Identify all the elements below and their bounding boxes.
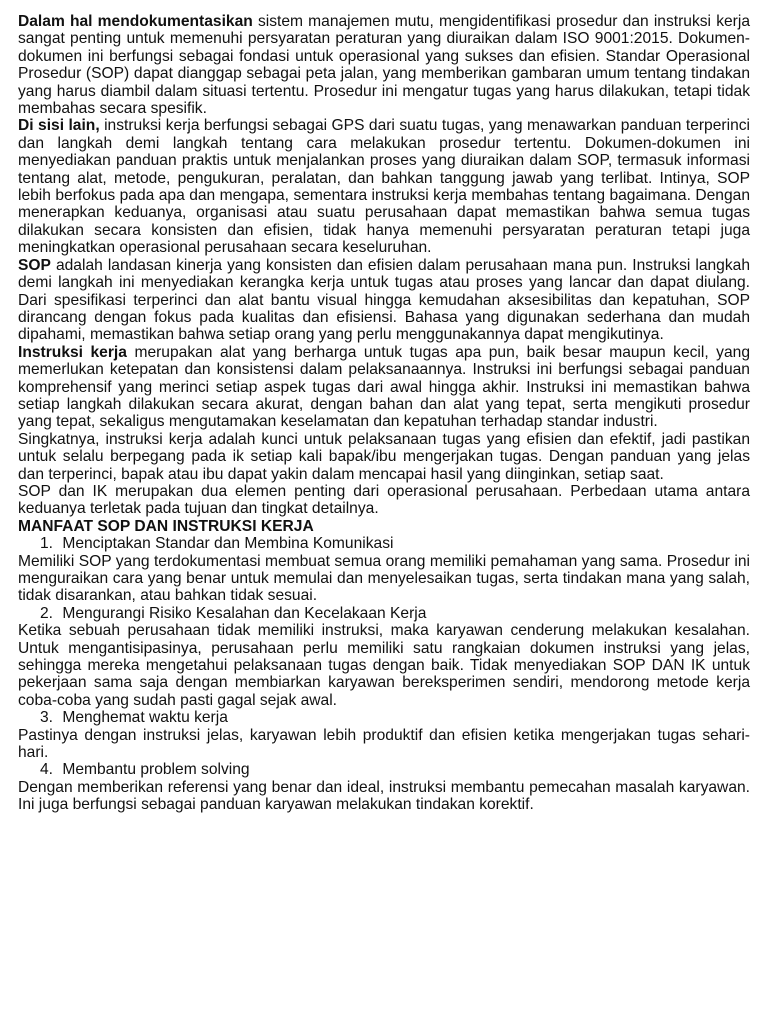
paragraph-lead: Di sisi lain, bbox=[18, 117, 100, 135]
paragraph-text: Singkatnya, instruksi kerja adalah kunci untuk pelaksanaan tugas yang efisien dan efektif, jadi pastikan untuk selalu berpegang pada ik setiap kali bapak/ibu mengerjakan tugas. Dengan panduan yang jelas dan terperinci, bapak atau ibu dapat yakin dalam mencapai hasil yang diinginkan, setiap saat. bbox=[18, 430, 750, 483]
document-page bbox=[18, 13, 750, 814]
benefit-number: 1. bbox=[40, 535, 54, 553]
benefit-item-title bbox=[18, 535, 750, 552]
benefit-number: 3. bbox=[40, 709, 54, 727]
paragraph-difference bbox=[18, 483, 750, 518]
paragraph-text: adalah landasan kinerja yang konsisten dan efisien dalam perusahaan mana pun. Instruksi langkah demi langkah ini menyediakan kerangka kerja untuk tugas atau proses yang lancar dan dapat diulang. Dari spesifikasi terperinci dan alat bantu visual hingga kemudahan aksesibilitas dan kepatuhan, SOP dirancang dengan fokus pada kualitas dan efisiensi. Bahasa yang digunakan sederhana dan mudah dipahami, memastikan bahwa setiap orang yang perlu menggunakannya dapat mengikutinya. bbox=[18, 256, 750, 344]
benefit-number: 4. bbox=[40, 761, 54, 779]
benefit-item-text: Ketika sebuah perusahaan tidak memiliki instruksi, maka karyawan cenderung melakukan kesalahan. Untuk mengantisipasinya, perusahaan perlu memiliki satu rangkaian dokumen instruksi yang jelas, sehingga mereka mengetahui pelaksanaan tugas dengan baik. Tidak menyediakan SOP DAN IK untuk pekerjaan sama saja dengan membiarkan karyawan bereksperimen sendiri, mendorong metode kerja coba-coba yang sudah pasti gagal sejak awal. bbox=[18, 622, 750, 709]
benefit-item-text: Dengan memberikan referensi yang benar dan ideal, instruksi membantu pemecahan masalah karyawan. Ini juga berfungsi sebagai panduan karyawan melakukan tindakan korektif. bbox=[18, 778, 750, 814]
benefit-item-text: Memiliki SOP yang terdokumentasi membuat semua orang memiliki pemahaman yang sama. Prosedur ini menguraikan cara yang benar untuk memulai dan menyelesaikan tugas, serta tindakan mana yang salah, tidak disarankan, atau bahkan tidak sesuai. bbox=[18, 552, 750, 605]
paragraph-text: merupakan alat yang berharga untuk tugas apa pun, baik besar maupun kecil, yang memerlukan ketepatan dan konsistensi dalam pelaksanaannya. Instruksi ini berfungsi sebagai panduan komprehensif yang merinci setiap aspek tugas dari awal hingga akhir. Instruksi ini memastikan bahwa setiap langkah dilakukan secara akurat, dengan bahan dan alat yang tepat, serta mengikuti prosedur yang tepat, sekaligus mengutamakan keselamatan dan kepatuhan terhadap standar industri. bbox=[18, 343, 750, 431]
paragraph-lead: Dalam hal mendokumentasikan bbox=[18, 13, 253, 30]
benefit-title: Membantu problem solving bbox=[62, 761, 250, 779]
benefits-heading: MANFAAT SOP DAN INSTRUKSI KERJA bbox=[18, 517, 314, 535]
paragraph-intro bbox=[18, 13, 750, 117]
paragraph-summary bbox=[18, 431, 750, 483]
paragraph-work-instructions bbox=[18, 117, 750, 256]
paragraph-lead: Instruksi kerja bbox=[18, 343, 127, 361]
benefit-title: Mengurangi Risiko Kesalahan dan Kecelakaan Kerja bbox=[62, 604, 427, 622]
benefit-item-title bbox=[18, 605, 750, 622]
paragraph-text: sistem manajemen mutu, mengidentifikasi prosedur dan instruksi kerja sangat penting untuk memenuhi persyaratan peraturan yang diuraikan dalam ISO 9001:2015. Dokumen-dokumen ini berfungsi sebagai fondasi untuk operasional yang sukses dan efisien. Standar Operasional Prosedur (SOP) dapat dianggap sebagai peta jalan, yang memberikan gambaran umum tentang tindakan yang harus diambil dalam situasi tertentu. Prosedur ini mengatur tugas yang harus dilakukan, tetapi tidak membahas secara spesifik. bbox=[18, 13, 750, 118]
benefit-item-title bbox=[18, 761, 750, 778]
benefit-item-text: Pastinya dengan instruksi jelas, karyawan lebih produktif dan efisien ketika mengerjakan tugas sehari-hari. bbox=[18, 726, 750, 762]
benefit-item-title bbox=[18, 709, 750, 726]
paragraph-text: instruksi kerja berfungsi sebagai GPS dari suatu tugas, yang menawarkan panduan terperinci dan langkah demi langkah tentang cara melakukan prosedur tertentu. Dokumen-dokumen ini menyediakan panduan praktis untuk menjalankan proses yang diuraikan dalam SOP, termasuk informasi tentang alat, metode, pengukuran, peralatan, dan bahkan tanggung jawab yang terlibat. Intinya, SOP lebih berfokus pada apa dan mengapa, sementara instruksi kerja membahas tentang bagaimana. Dengan menerapkan keduanya, organisasi atau suatu perusahaan dapat memastikan bahwa semua tugas dilakukan secara konsisten dan efisien, tidak hanya memenuhi persyaratan peraturan tetapi juga meningkatkan operasional perusahaan secara keseluruhan. bbox=[18, 117, 750, 257]
paragraph-sop bbox=[18, 257, 750, 344]
paragraph-instruksi-kerja bbox=[18, 344, 750, 431]
paragraph-lead: SOP bbox=[18, 256, 51, 274]
benefit-number: 2. bbox=[40, 604, 54, 622]
benefit-title: Menciptakan Standar dan Membina Komunikasi bbox=[62, 535, 394, 553]
benefit-title: Menghemat waktu kerja bbox=[62, 709, 228, 727]
paragraph-text: SOP dan IK merupakan dua elemen penting dari operasional perusahaan. Perbedaan utama antara keduanya terletak pada tujuan dan tingkat detailnya. bbox=[18, 482, 750, 518]
